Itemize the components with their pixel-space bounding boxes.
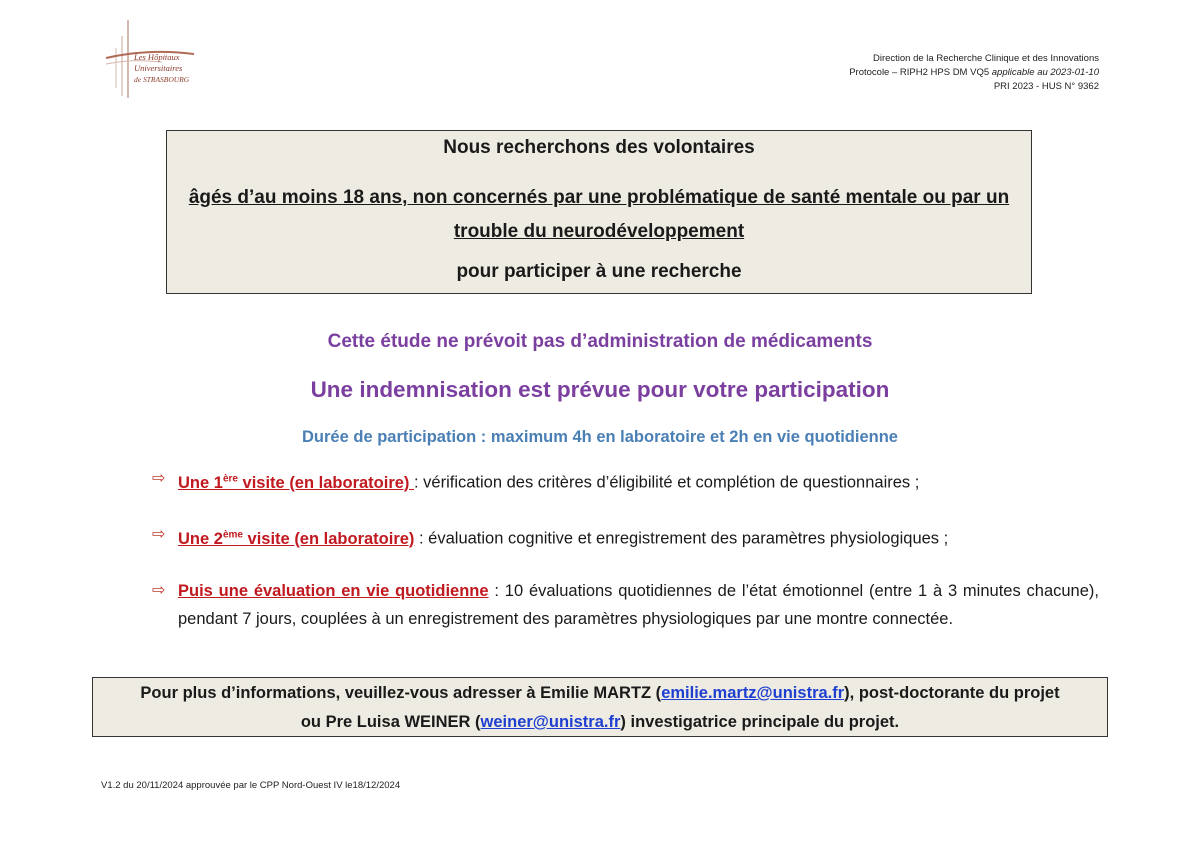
logo-line-2: Universitaires (134, 63, 183, 73)
header-reference: PRI 2023 - HUS N° 9362 (993, 81, 1099, 92)
visit-item-3 (152, 577, 1099, 633)
duration-note: Durée de participation : maximum 4h en laboratoire et 2h en vie quotidienne (302, 428, 898, 446)
logo-line-1: Les Hôpitaux (134, 52, 180, 62)
email-link-weiner[interactable]: weiner@unistra.fr (480, 713, 621, 731)
contact-text-2: ), post-doctorante du projet (844, 684, 1060, 702)
visit-2-label-a: Une 2 (178, 529, 223, 548)
arrow-right-icon: ⇨ (152, 470, 166, 487)
recruitment-purpose: pour participer à une recherche (456, 261, 742, 282)
visit-2-label-b: visite (en laboratoire) (242, 529, 415, 548)
visit-1-label-sup: ère (222, 473, 238, 484)
document-header (849, 52, 1099, 94)
daily-evaluation-text: : 10 évaluations quotidiennes de l’état émotionnel (entre 1 à 3 minutes chacune), pendant 7 jours, couplées à un enregistrement des paramètres physiologiques par une montre connectée. (178, 582, 1099, 628)
logo-text (134, 52, 189, 85)
header-protocol-date: applicable au 2023-01-10 (991, 67, 1099, 78)
contact-line-1 (93, 679, 1107, 708)
recruitment-box (166, 130, 1032, 294)
email-link-martz[interactable]: emilie.martz@unistra.fr (661, 684, 845, 702)
visit-item-1 (152, 465, 1099, 497)
arrow-right-icon: ⇨ (152, 582, 166, 599)
visit-1-text: : vérification des critères d’éligibilité et complétion de questionnaires ; (414, 473, 920, 492)
visit-2-label-sup: ème (222, 529, 243, 540)
visit-2-text: : évaluation cognitive et enregistrement des paramètres physiologiques ; (414, 529, 949, 548)
contact-line-2 (93, 708, 1107, 737)
contact-text-1: Pour plus d’informations, veuillez-vous adresser à Emilie MARTZ ( (140, 684, 662, 702)
contact-text-3: ou Pre Luisa WEINER ( (300, 713, 481, 731)
logo-line-3: de STRASBOURG (134, 75, 190, 84)
version-footer: V1.2 du 20/11/2024 approuvée par le CPP Nord-Ouest IV le18/12/2024 (101, 780, 401, 791)
visit-2-label (178, 530, 414, 548)
visit-1-label-a: Une 1 (178, 473, 223, 492)
arrow-right-icon: ⇨ (152, 526, 166, 543)
compensation-note: Une indemnisation est prévue pour votre participation (310, 377, 890, 402)
recruitment-criteria: âgés d’au moins 18 ans, non concernés par une problématique de santé mentale ou par un trouble du neurodéveloppement (188, 187, 1010, 242)
daily-evaluation-label: Puis une évaluation en vie quotidienne (178, 582, 489, 600)
contact-text-4: ) investigatrice principale du projet. (620, 713, 900, 731)
header-protocol-text: Protocole – RIPH2 HPS DM VQ5 (849, 67, 992, 78)
no-medication-note: Cette étude ne prévoit pas d’administration de médicaments (327, 331, 873, 352)
visit-1-label-b: visite (en laboratoire) (237, 473, 414, 492)
visit-1-label (178, 474, 414, 492)
header-protocol (849, 66, 1099, 80)
header-department: Direction de la Recherche Clinique et des Innovations (872, 53, 1099, 64)
contact-box (92, 677, 1108, 737)
visit-item-2 (152, 521, 1099, 553)
recruitment-title: Nous recherchons des volontaires (443, 137, 755, 158)
